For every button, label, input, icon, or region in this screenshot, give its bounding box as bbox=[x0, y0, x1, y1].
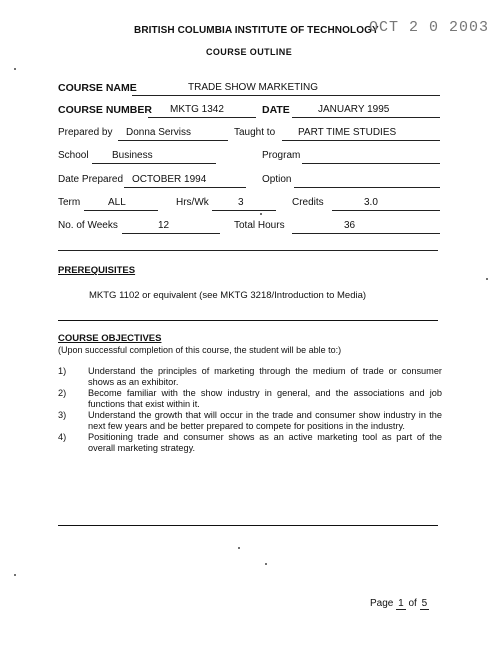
credits-line bbox=[332, 198, 440, 211]
date-value: JANUARY 1995 bbox=[318, 104, 390, 115]
objective-text: Understand the growth that will occur in the trade and consumer show industry in the next few years and be better prepared to compete for positions in the industry. bbox=[88, 410, 442, 431]
list-item bbox=[58, 432, 442, 454]
objective-number: 4) bbox=[58, 432, 67, 442]
prepared-by-value: Donna Serviss bbox=[126, 127, 192, 138]
page-label: Page bbox=[370, 598, 394, 609]
weeks-value: 12 bbox=[158, 220, 170, 231]
course-number-field bbox=[58, 104, 258, 118]
divider-line bbox=[58, 250, 438, 251]
list-item bbox=[58, 410, 442, 432]
list-item bbox=[58, 388, 442, 410]
document-title: COURSE OUTLINE bbox=[206, 47, 293, 57]
prerequisites-heading: PREREQUISITES bbox=[58, 265, 136, 276]
school-line bbox=[92, 151, 216, 164]
taught-to-field bbox=[234, 127, 440, 141]
date-prepared-label: Date Prepared bbox=[58, 174, 124, 185]
page-of-label: of bbox=[408, 598, 417, 609]
date-field bbox=[262, 104, 440, 118]
course-number-value: MKTG 1342 bbox=[170, 104, 224, 115]
objective-text: Understand the principles of marketing through the medium of trade or consumer shows as an exhibitor. bbox=[88, 366, 442, 387]
weeks-field bbox=[58, 220, 220, 234]
taught-to-value: PART TIME STUDIES bbox=[298, 127, 397, 138]
school-field bbox=[58, 150, 216, 164]
divider-line bbox=[58, 525, 438, 526]
scan-speck bbox=[486, 278, 488, 280]
option-label: Option bbox=[262, 174, 292, 185]
prepared-by-label: Prepared by bbox=[58, 127, 113, 138]
objectives-list bbox=[58, 366, 442, 454]
option-line bbox=[294, 175, 440, 188]
scan-speck bbox=[14, 574, 16, 576]
credits-label: Credits bbox=[292, 197, 324, 208]
term-value: ALL bbox=[108, 197, 126, 208]
hrs-wk-label: Hrs/Wk bbox=[176, 197, 209, 208]
prepared-by-field bbox=[58, 127, 230, 141]
hrs-wk-line bbox=[212, 198, 276, 211]
school-label: School bbox=[58, 150, 89, 161]
term-label: Term bbox=[58, 197, 81, 208]
total-hours-value: 36 bbox=[344, 220, 356, 231]
total-hours-label: Total Hours bbox=[234, 220, 285, 231]
page-total: 5 bbox=[421, 598, 428, 609]
weeks-line bbox=[122, 221, 220, 234]
course-number-label: COURSE NUMBER bbox=[58, 104, 152, 116]
course-name-value: TRADE SHOW MARKETING bbox=[188, 82, 319, 93]
date-label: DATE bbox=[262, 104, 290, 116]
course-name-field bbox=[58, 82, 440, 96]
hrs-wk-value: 3 bbox=[238, 197, 244, 208]
date-prepared-value: OCTOBER 1994 bbox=[132, 174, 207, 185]
objectives-intro: (Upon successful completion of this course, the student will be able to:) bbox=[58, 345, 342, 355]
prerequisites-text: MKTG 1102 or equivalent (see MKTG 3218/Introduction to Media) bbox=[89, 290, 367, 301]
scan-speck bbox=[14, 68, 16, 70]
weeks-label: No. of Weeks bbox=[58, 220, 118, 231]
page-current: 1 bbox=[398, 598, 404, 609]
school-value: Business bbox=[112, 150, 153, 161]
list-item bbox=[58, 366, 442, 388]
scan-speck bbox=[260, 213, 262, 215]
program-label: Program bbox=[262, 150, 301, 161]
program-line bbox=[302, 151, 440, 164]
option-field bbox=[262, 174, 440, 188]
term-field bbox=[58, 197, 158, 211]
scan-speck bbox=[238, 547, 240, 549]
taught-to-label: Taught to bbox=[234, 127, 276, 138]
objective-number: 2) bbox=[58, 388, 67, 398]
total-hours-line bbox=[292, 221, 440, 234]
objective-number: 3) bbox=[58, 410, 67, 420]
date-stamp: OCT 2 0 2003 bbox=[369, 19, 490, 36]
objective-text: Become familiar with the show industry in general, and the associations and job functions that exist within it. bbox=[88, 388, 442, 409]
scan-speck bbox=[265, 563, 267, 565]
objective-text: Positioning trade and consumer shows as an active marketing tool as part of the overall marketing strategy. bbox=[88, 432, 442, 453]
credits-value: 3.0 bbox=[364, 197, 378, 208]
credits-field bbox=[292, 197, 440, 211]
page-number bbox=[370, 598, 429, 610]
objectives-heading: COURSE OBJECTIVES bbox=[58, 333, 162, 344]
divider-line bbox=[58, 320, 438, 321]
objective-number: 1) bbox=[58, 366, 67, 376]
date-prepared-field bbox=[58, 174, 246, 188]
total-hours-field bbox=[234, 220, 440, 234]
hrs-wk-field bbox=[176, 197, 276, 211]
course-name-label: COURSE NAME bbox=[58, 82, 137, 94]
institution-name: BRITISH COLUMBIA INSTITUTE OF TECHNOLOGY bbox=[134, 25, 379, 36]
program-field bbox=[262, 150, 440, 164]
